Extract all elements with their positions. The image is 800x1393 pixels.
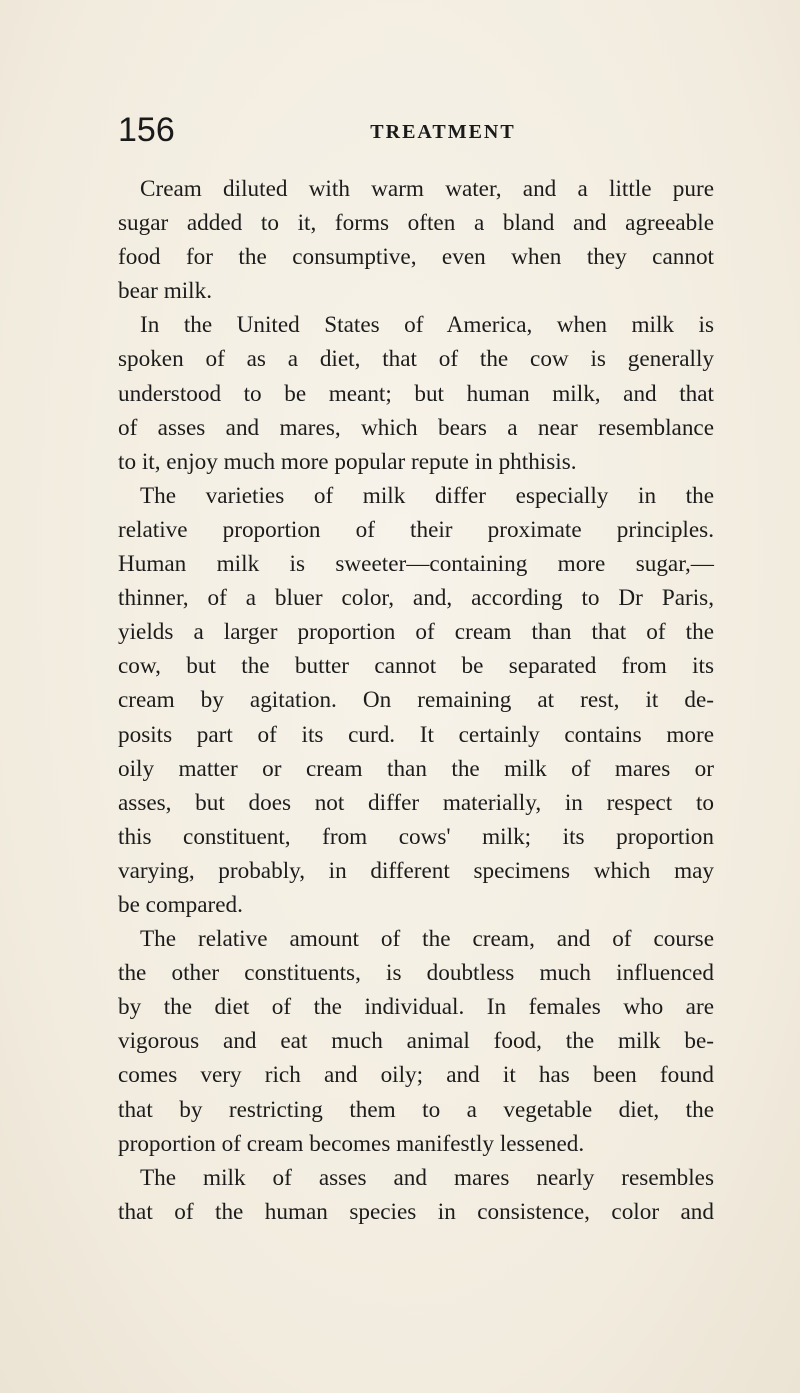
running-head: TREATMENT — [370, 121, 516, 143]
text-line: sugar added to it, forms often a bland and agreeable — [118, 210, 714, 237]
text-line: Cream diluted with warm water, and a little pure — [140, 176, 714, 202]
text-line: to it, enjoy much more popular repute in phthisis. — [118, 448, 577, 475]
text-line: relative proportion of their proximate principles. — [118, 516, 714, 543]
text-line: oily matter or cream than the milk of mares or — [118, 755, 714, 782]
text-line: that of the human species in consistence, color and — [118, 1198, 714, 1225]
text-line: comes very rich and oily; and it has been found — [118, 1062, 714, 1089]
text-line: spoken of as a diet, that of the cow is generally — [118, 346, 714, 373]
page-number: 156 — [118, 111, 175, 149]
text-line: asses, but does not differ materially, in respect to — [118, 789, 714, 816]
text-line: the other constituents, is doubtless much influenced — [118, 960, 714, 987]
text-line: In the United States of America, when milk is — [140, 312, 714, 339]
text-line: food for the consumptive, even when they cannot — [118, 244, 714, 271]
text-line: be compared. — [118, 891, 243, 918]
text-line: cow, but the butter cannot be separated from its — [118, 653, 714, 680]
text-line: that by restricting them to a vegetable diet, the — [118, 1096, 714, 1123]
text-line: understood to be meant; but human milk, and that — [118, 380, 714, 407]
text-line: of asses and mares, which bears a near resemblance — [118, 414, 714, 441]
text-line: vigorous and eat much animal food, the milk be- — [118, 1028, 714, 1055]
text-line: thinner, of a bluer color, and, according to Dr Paris, — [118, 585, 714, 612]
page-header — [118, 110, 718, 150]
text-line: The milk of asses and mares nearly resembles — [140, 1164, 714, 1191]
text-line: Human milk is sweeter—containing more sugar,— — [118, 551, 714, 578]
text-line: yields a larger proportion of cream than that of the — [118, 619, 714, 646]
text-line: The varieties of milk differ especially in the — [140, 482, 714, 509]
text-line: The relative amount of the cream, and of course — [140, 926, 714, 953]
text-line: proportion of cream becomes manifestly lessened. — [118, 1130, 585, 1157]
text-line: varying, probably, in different specimens which may — [118, 857, 714, 884]
text-line: this constituent, from cows' milk; its proportion — [118, 823, 714, 850]
text-line: by the diet of the individual. In females who are — [118, 994, 714, 1021]
text-line: posits part of its curd. It certainly contains more — [118, 721, 714, 748]
text-line: bear milk. — [118, 278, 213, 305]
body-text — [118, 172, 714, 1229]
text-line: cream by agitation. On remaining at rest, it de- — [118, 687, 714, 714]
